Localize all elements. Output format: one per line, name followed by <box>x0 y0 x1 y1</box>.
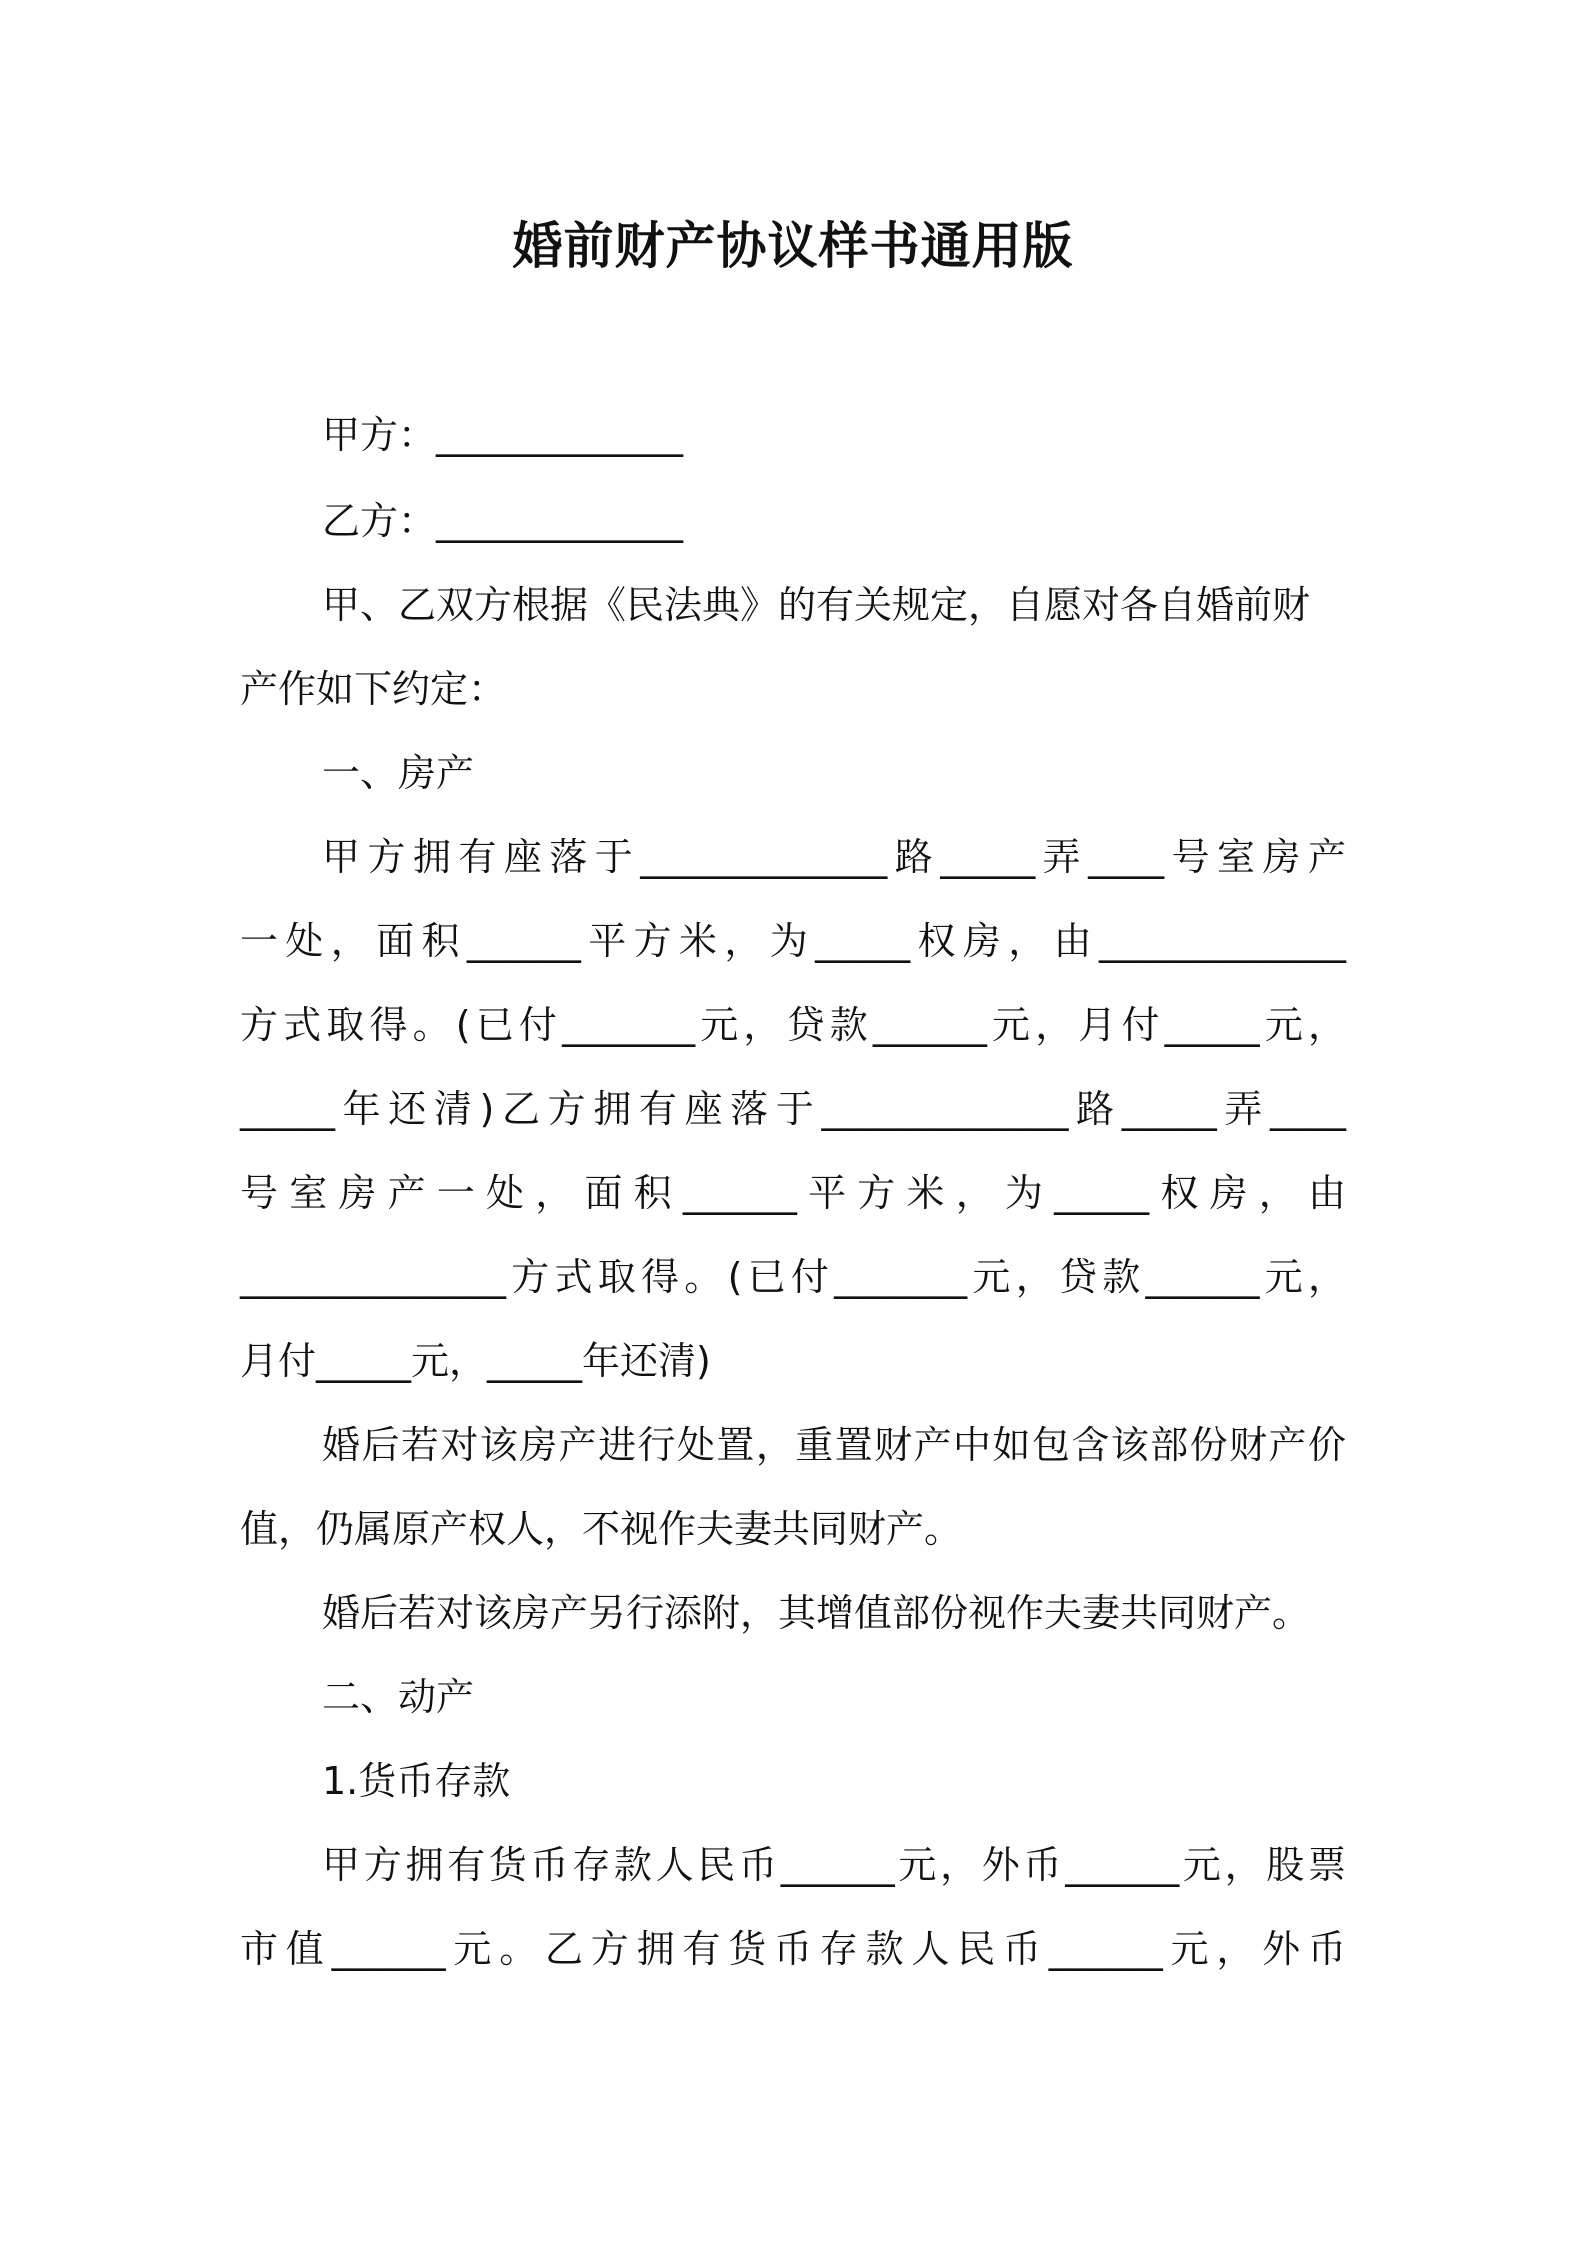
addition-line: 婚后若对该房产另行添附，其增值部份视作夫妻共同财产。 <box>322 1591 1311 1635</box>
house-line-2: 一处，面积______平方米，为_____权房，由_____________ <box>240 919 1346 963</box>
disposal-line-1: 婚后若对该房产进行处置，重置财产中如包含该部份财产价 <box>322 1423 1346 1467</box>
house-line-3: 方式取得。(已付_______元，贷款______元，月付_____元， <box>240 1003 1346 1047</box>
house-line-6: ______________方式取得。(已付_______元，贷款______元， <box>240 1255 1346 1299</box>
intro-line-2: 产作如下约定： <box>240 667 507 711</box>
deposit-line-2: 市值______元。乙方拥有货币存款人民币______元，外币 <box>240 1927 1346 1971</box>
party-b-line: 乙方：_____________ <box>322 499 684 543</box>
house-line-5: 号室房产一处，面积______平方米，为_____权房，由 <box>240 1171 1346 1215</box>
house-line-1: 甲方拥有座落于_____________路_____弄____号室房产 <box>322 835 1346 879</box>
house-line-4: _____年还清)乙方拥有座落于_____________路_____弄____ <box>240 1087 1346 1131</box>
disposal-line-2: 值，仍属原产权人，不视作夫妻共同财产。 <box>240 1507 963 1551</box>
house-line-7: 月付_____元，_____年还清) <box>240 1339 711 1383</box>
document-title: 婚前财产协议样书通用版 <box>512 217 1074 275</box>
section-1-heading: 一、房产 <box>322 751 475 795</box>
deposit-line-1: 甲方拥有货币存款人民币______元，外币______元，股票 <box>322 1843 1346 1887</box>
subsection-1-heading: 1.货币存款 <box>322 1759 511 1803</box>
party-a-line: 甲方：_____________ <box>322 413 684 457</box>
intro-line-1: 甲、乙双方根据《民法典》的有关规定，自愿对各自婚前财 <box>322 583 1311 627</box>
section-2-heading: 二、动产 <box>322 1675 475 1719</box>
